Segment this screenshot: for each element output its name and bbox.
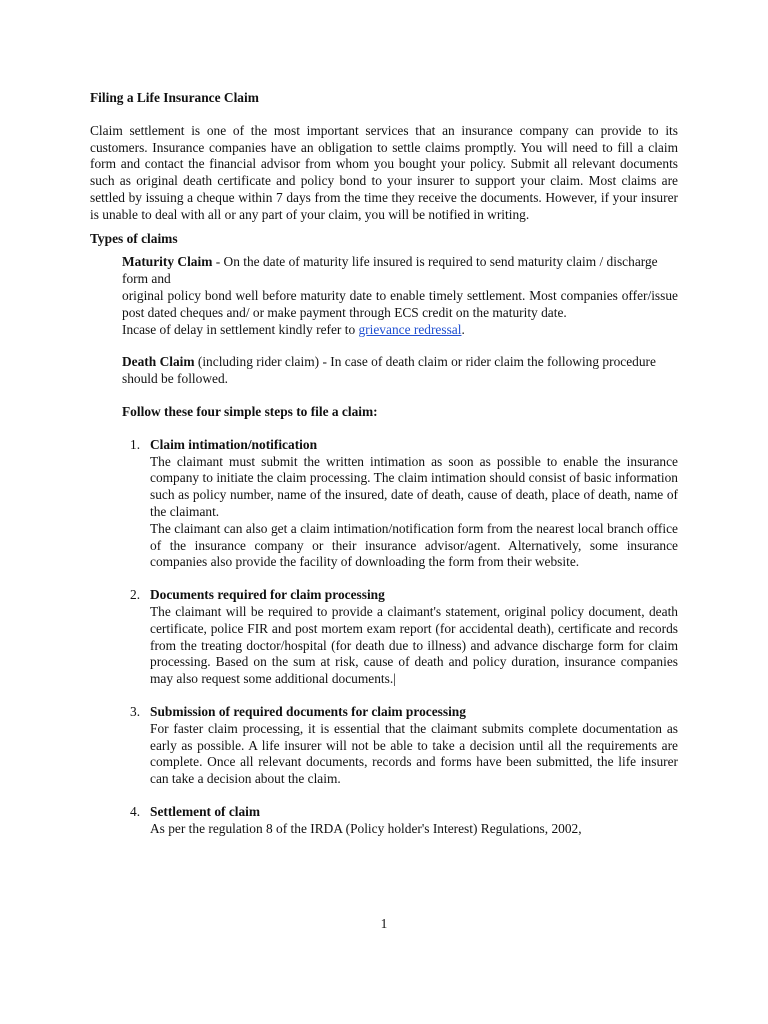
death-claim-paragraph [122,354,678,388]
step-item [130,587,678,688]
grievance-redressal-link[interactable]: grievance redressal [358,321,462,337]
steps-heading: Follow these four simple steps to file a claim: [122,403,378,419]
step-number: 1. [130,436,141,452]
death-claim-block [122,354,678,388]
step-paragraph: As per the regulation 8 of the IRDA (Policy holder's Interest) Regulations, 2002, [150,820,582,836]
document-page [90,90,678,853]
document-title: Filing a Life Insurance Claim [90,90,259,105]
step-paragraph: The claimant must submit the written intimation as soon as possible to enable the insurance company to initiate the claim processing. The claim intimation should consist of basic information such as policy number, name of the insured, date of death, cause of death, place of death, name of the claimant. [150,453,678,519]
maturity-claim-text1: - On the date of maturity life insured is required to send maturity claim / discharge form and [122,254,658,287]
page-number: 1 [380,916,388,931]
delay-suffix: . [461,321,465,337]
maturity-claim-text2: original policy bond well before maturity date to enable timely settlement. Most companies offer/issue post dated cheques and/ or make payment through ECS credit on the maturity date. [122,287,678,320]
step-number: 4. [130,803,141,819]
step-paragraph: For faster claim processing, it is essential that the claimant submits complete documentation as early as possible. A life insurer will not be able to take a decision until all the requirements are complete. Once all relevant documents, records and forms have been submitted, the life insurer can take a decision about the claim. [150,720,678,787]
step-item [130,437,678,571]
step-title: Documents required for claim processing [150,587,385,603]
maturity-claim-term: Maturity Claim [122,254,213,270]
step-title: Settlement of claim [150,803,261,819]
step-paragraph: The claimant can also get a claim intimation/notification form from the nearest local branch office of the insurance company or their insurance advisor/agent. Alternatively, some insurance companies also provide the facility of downloading the form from their website. [150,520,678,570]
maturity-claim-block [122,254,678,338]
step-number: 2. [130,587,141,603]
maturity-claim-line1 [122,254,678,288]
intro-paragraph: Claim settlement is one of the most important services that an insurance company can provide to its customers. Insurance companies have an obligation to settle claims promptly. You will need to fill a claim form and contact the financial advisor from whom you bought your policy. Submit all relevant documents such as original death certificate and policy bond to your insurer to support your claim. Most claims are settled by issuing a cheque within 7 days from the time they receive the documents. However, if your insurer is unable to deal with all or any part of your claim, you will be notified in writing. [90,122,678,222]
step-title: Submission of required documents for claim processing [150,703,466,719]
step-item [130,804,678,838]
step-paragraph: The claimant will be required to provide a claimant's statement, original policy document, death certificate, police FIR and post mortem exam report (for accidental death), certificate and records from the treating doctor/hospital (for death due to illness) and advance discharge form for claim processing. Based on the sum at risk, cause of death and policy duration, insurance companies may also request some additional documents.| [150,603,678,687]
types-heading: Types of claims [90,230,178,246]
death-claim-text: (including rider claim) - In case of death claim or rider claim the following procedure should be followed. [122,354,656,387]
death-claim-term: Death Claim [122,354,195,370]
step-number: 3. [130,703,141,719]
steps-list [130,437,678,838]
step-item [130,704,678,788]
maturity-delay-line [122,322,678,339]
delay-prefix: Incase of delay in settlement kindly refer to [122,321,359,337]
step-title: Claim intimation/notification [150,436,318,452]
